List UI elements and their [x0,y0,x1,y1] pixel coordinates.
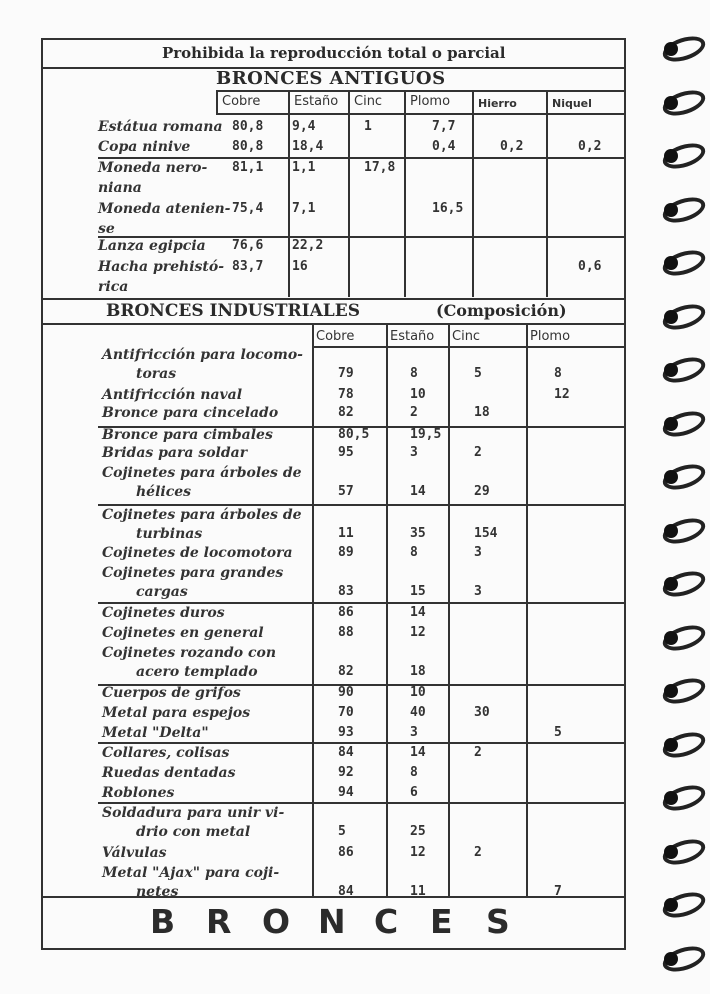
antiguos-row-label: Moneda atenien- [98,201,231,217]
industriales-cell: 80,5 [338,427,370,442]
industriales-cell: 40 [410,705,426,720]
industriales-row-label: Cojinetes para grandes [102,565,284,581]
industriales-cell: 7 [554,884,562,899]
reproduction-notice: Prohibida la reproducción total o parcial [162,44,506,62]
antiguos-cell: 0,2 [500,139,524,154]
antiguos-col-divider [404,90,406,297]
industriales-cell: 57 [338,484,354,499]
industriales-cell: 86 [338,605,354,620]
antiguos-cell: 9,4 [292,119,316,134]
antiguos-cell: 81,1 [232,160,264,175]
antiguos-cell: 75,4 [232,201,264,216]
industriales-cell: 8 [410,765,418,780]
industriales-cell: 12 [554,387,570,402]
punch-hole [664,470,678,484]
antiguos-cell: 17,8 [364,160,396,175]
industriales-cell: 35 [410,526,426,541]
industriales-cell: 11 [338,526,354,541]
industriales-row-label: Metal "Delta" [102,725,209,741]
footer-letter: C [374,902,399,941]
industriales-cell: 12 [410,845,426,860]
punch-hole [664,845,678,859]
industriales-row-label: Ruedas dentadas [102,765,236,781]
industriales-cell: 154 [474,526,498,541]
industriales-row-label: hélices [136,484,192,500]
industriales-cell: 93 [338,725,354,740]
antiguos-cell: 1 [364,119,372,134]
punch-hole [664,363,678,377]
punch-hole [664,203,678,217]
industriales-row-label: Cojinetes rozando con [102,645,277,661]
industriales-row-label: netes [136,884,179,900]
antiguos-cell: 7,7 [432,119,456,134]
industriales-cell: 82 [338,405,354,420]
industriales-cell: 86 [338,845,354,860]
antiguos-cell: 80,8 [232,139,264,154]
industriales-col-header: Plomo [530,329,571,344]
antiguos-col-header: Hierro [478,97,517,110]
antiguos-cell: 0,6 [578,259,602,274]
industriales-cell: 11 [410,884,426,899]
industriales-row-label: Bronce para cincelado [102,405,279,421]
antiguos-cell: 80,8 [232,119,264,134]
antiguos-cell: 83,7 [232,259,264,274]
industriales-cell: 84 [338,884,354,899]
industriales-col-divider [386,323,388,896]
industriales-group-rule [98,802,626,804]
industriales-row-label: drio con metal [136,824,251,840]
antiguos-cell: 22,2 [292,238,324,253]
industriales-cell: 5 [554,725,562,740]
antiguos-col-header: Niquel [552,97,592,110]
industriales-row-label: Roblones [102,785,175,801]
industriales-bottom-rule [41,896,626,898]
footer-letter: E [430,902,453,941]
antiguos-cell: 18,4 [292,139,324,154]
industriales-cell: 95 [338,445,354,460]
industriales-cell: 10 [410,685,426,700]
industriales-cell: 14 [410,605,426,620]
punch-hole [664,256,678,270]
industriales-cell: 29 [474,484,490,499]
industriales-cell: 8 [554,366,562,381]
industriales-title: BRONCES INDUSTRIALES [106,301,360,321]
industriales-group-rule [98,426,626,428]
antiguos-header-bottom [216,113,626,115]
industriales-row-label: Bridas para soldar [102,445,248,461]
industriales-cell: 2 [410,405,418,420]
punch-hole [664,791,678,805]
industriales-cell: 5 [338,824,346,839]
footer-letter: R [206,902,232,941]
antiguos-header-left [216,90,218,113]
industriales-cell: 2 [474,845,482,860]
punch-hole [664,149,678,163]
footer-letter: N [318,902,346,941]
industriales-cell: 90 [338,685,354,700]
footer-letter: O [262,902,291,941]
antiguos-cell: 7,1 [292,201,316,216]
antiguos-row-rule [98,236,626,238]
punch-hole [664,684,678,698]
industriales-row-label: cargas [136,584,188,600]
antiguos-col-divider [472,90,474,297]
industriales-cell: 84 [338,745,354,760]
antiguos-col-header: Estaño [294,94,339,109]
industriales-cell: 10 [410,387,426,402]
industriales-cell: 70 [338,705,354,720]
industriales-row-label: Collares, colisas [102,745,230,761]
industriales-cell: 2 [474,445,482,460]
industriales-cell: 12 [410,625,426,640]
punch-hole [664,42,678,56]
antiguos-row-label: Moneda nero- [98,160,208,176]
industriales-group-rule [98,602,626,604]
industriales-col-divider [526,323,528,896]
industriales-cell: 3 [474,584,482,599]
antiguos-cell: 16,5 [432,201,464,216]
industriales-col-divider [312,323,314,896]
punch-hole [664,952,678,966]
industriales-cell: 14 [410,745,426,760]
industriales-cell: 6 [410,785,418,800]
antiguos-header-top [216,90,626,92]
section-divider [41,298,626,300]
industriales-row-label: Metal para espejos [102,705,251,721]
footer-letter: S [486,902,510,941]
antiguos-cell: 1,1 [292,160,316,175]
industriales-cell: 3 [410,445,418,460]
industriales-title-rule [41,323,626,325]
industriales-cell: 30 [474,705,490,720]
punch-hole [664,577,678,591]
punch-hole [664,310,678,324]
antiguos-col-divider [546,90,548,297]
industriales-row-label: Cojinetes para árboles de [102,507,302,523]
industriales-cell: 14 [410,484,426,499]
antiguos-cell: 76,6 [232,238,264,253]
industriales-cell: 3 [410,725,418,740]
antiguos-col-divider [288,90,290,297]
industriales-col-header: Estaño [390,329,435,344]
antiguos-row-label: Copa ninive [98,139,191,155]
punch-hole [664,417,678,431]
antiguos-cell: 0,4 [432,139,456,154]
industriales-row-label: Cojinetes duros [102,605,225,621]
industriales-col-header: Cinc [452,329,481,344]
industriales-row-label: Cojinetes de locomotora [102,545,293,561]
industriales-cell: 83 [338,584,354,599]
industriales-cell: 78 [338,387,354,402]
industriales-row-label: toras [136,366,177,382]
industriales-row-label: Cojinetes en general [102,625,264,641]
industriales-group-rule [98,684,626,686]
industriales-row-label: Válvulas [102,845,167,861]
industriales-cell: 82 [338,664,354,679]
industriales-cell: 5 [474,366,482,381]
antiguos-col-divider [348,90,350,297]
antiguos-row-label: niana [98,180,142,196]
industriales-header-rule [312,346,626,348]
industriales-cell: 2 [474,745,482,760]
punch-hole [664,898,678,912]
industriales-row-label: Antifricción para locomo- [102,347,303,363]
antiguos-row-label: se [98,221,115,237]
industriales-cell: 79 [338,366,354,381]
industriales-cell: 92 [338,765,354,780]
industriales-row-label: Cuerpos de grifos [102,685,241,701]
industriales-group-rule [98,742,626,744]
punch-hole [664,631,678,645]
punch-hole [664,738,678,752]
industriales-cell: 3 [474,545,482,560]
industriales-cell: 15 [410,584,426,599]
antiguos-row-label: Lanza egipcia [98,238,206,254]
industriales-col-divider [448,323,450,896]
industriales-row-label: Cojinetes para árboles de [102,465,302,481]
antiguos-cell: 16 [292,259,308,274]
antiguos-col-header: Plomo [410,94,451,109]
footer-letter: B [150,902,176,941]
industriales-row-label: acero templado [136,664,258,680]
punch-hole [664,524,678,538]
antiguos-title: BRONCES ANTIGUOS [216,68,446,89]
industriales-cell: 94 [338,785,354,800]
antiguos-cell: 0,2 [578,139,602,154]
industriales-cell: 19,5 [410,427,442,442]
industriales-cell: 18 [410,664,426,679]
industriales-row-label: turbinas [136,526,203,542]
industriales-col-header: Cobre [316,329,355,344]
antiguos-col-header: Cinc [354,94,383,109]
industriales-row-label: Metal "Ajax" para coji- [102,865,280,881]
industriales-cell: 8 [410,545,418,560]
punch-hole [664,96,678,110]
antiguos-row-label: rica [98,279,129,295]
industriales-row-label: Bronce para cimbales [102,427,273,443]
industriales-group-rule [98,504,626,506]
industriales-cell: 18 [474,405,490,420]
antiguos-row-label: Hacha prehistó- [98,259,225,275]
antiguos-col-header: Cobre [222,94,261,109]
antiguos-row-rule [98,157,626,159]
industriales-cell: 8 [410,366,418,381]
industriales-subtitle: (Composición) [436,301,567,320]
industriales-row-label: Antifricción naval [102,387,243,403]
industriales-cell: 89 [338,545,354,560]
industriales-cell: 25 [410,824,426,839]
antiguos-row-label: Estátua romana [98,119,223,135]
industriales-cell: 88 [338,625,354,640]
industriales-row-label: Soldadura para unir vi- [102,805,285,821]
